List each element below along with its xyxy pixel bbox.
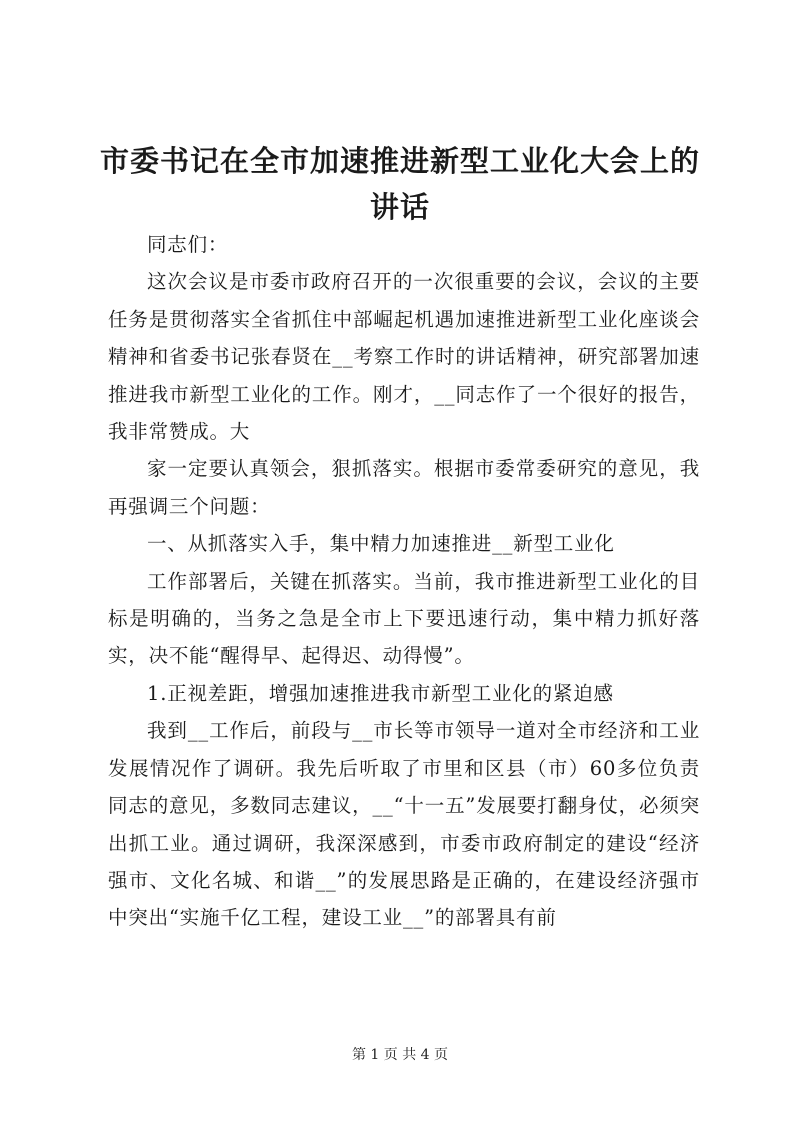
document-body <box>108 226 700 937</box>
subsection-heading: 1.正视差距，增强加速推进我市新型工业化的紧迫感 <box>147 681 614 705</box>
body-paragraph: 我到__工作后，前段与__市长等市领导一道对全市经济和工业发展情况作了调研。我先后听取了市里和区县（市）60多位负责同志的意见，多数同志建议，__“十一五”发展要打翻身仗，必须突出抓工业。通过调研，我深深感到，市委市政府制定的建设“经济强市、文化名城、和谐__”的发展思路是正确的，在建设经济强市中突出“实施千亿工程，建设工业__”的部署具有前 <box>108 719 700 930</box>
salutation-paragraph: 同志们： <box>147 233 229 256</box>
section-heading: 一、从抓落实入手，集中精力加速推进__新型工业化 <box>147 532 615 556</box>
document-title: 市委书记在全市加速推进新型工业化大会上的讲话 <box>99 144 700 224</box>
page-number-footer: 第 1 页 共 4 页 <box>351 1047 449 1063</box>
body-paragraph: 家一定要认真领会，狠抓落实。根据市委常委研究的意见，我再强调三个问题： <box>108 457 700 518</box>
body-paragraph: 这次会议是市委市政府召开的一次很重要的会议，会议的主要任务是贯彻落实全省抓住中部崛起机遇加速推进新型工业化座谈会精神和省委书记张春贤在__考察工作时的讲话精神，研究部署加速推进我市新型工业化的工作。刚才，__同志作了一个很好的报告，我非常赞成。大 <box>108 270 700 444</box>
body-paragraph: 工作部署后，关键在抓落实。当前，我市推进新型工业化的目标是明确的，当务之急是全市上下要迅速行动，集中精力抓好落实，决不能“醒得早、起得迟、动得慢”。 <box>108 569 700 668</box>
